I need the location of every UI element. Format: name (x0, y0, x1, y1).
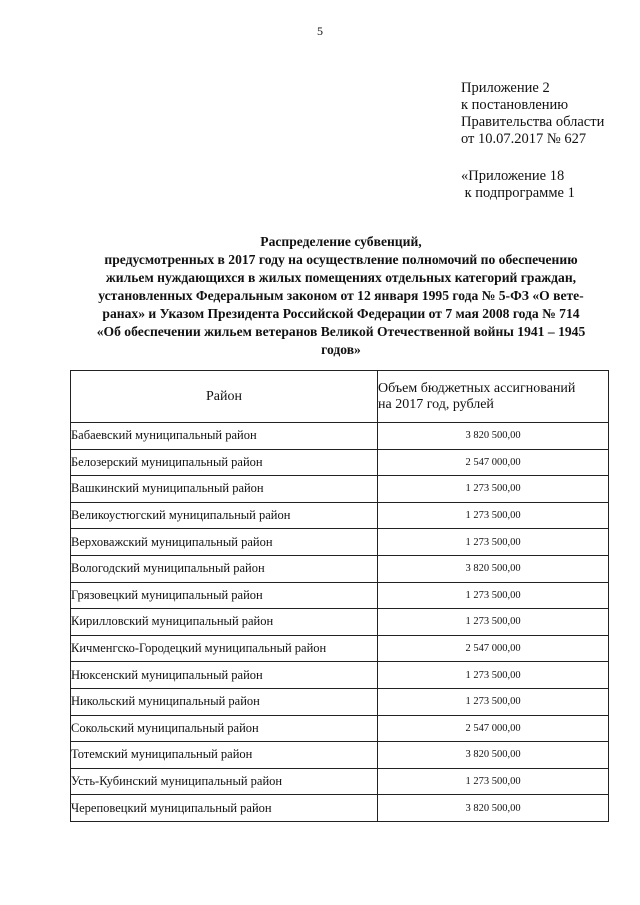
district-cell: Бабаевский муниципальный район (71, 423, 378, 450)
table-row (71, 795, 609, 822)
title-line-7: годов» (321, 342, 361, 357)
table-row (71, 476, 609, 503)
amount-cell: 3 820 500,00 (378, 555, 609, 582)
district-cell: Кирилловский муниципальный район (71, 609, 378, 636)
title-line-1: Распределение субвенций, (260, 234, 422, 249)
document-title (58, 233, 624, 359)
table-row (71, 529, 609, 556)
table-row (71, 715, 609, 742)
page-number: 5 (317, 24, 323, 38)
amount-cell: 3 820 500,00 (378, 742, 609, 769)
district-cell: Нюксенский муниципальный район (71, 662, 378, 689)
district-cell: Усть-Кубинский муниципальный район (71, 768, 378, 795)
table-row (71, 609, 609, 636)
district-cell: Вашкинский муниципальный район (71, 476, 378, 503)
district-cell: Никольский муниципальный район (71, 688, 378, 715)
table-row (71, 768, 609, 795)
title-line-2: предусмотренных в 2017 году на осуществление полномочий по обеспечению (104, 252, 578, 267)
attachment-sub-line-2: к подпрограмме 1 (461, 185, 575, 201)
district-cell: Череповецкий муниципальный район (71, 795, 378, 822)
amount-cell: 1 273 500,00 (378, 768, 609, 795)
district-cell: Сокольский муниципальный район (71, 715, 378, 742)
amount-cell: 2 547 000,00 (378, 449, 609, 476)
table-row (71, 502, 609, 529)
district-cell: Вологодский муниципальный район (71, 555, 378, 582)
amount-cell: 3 820 500,00 (378, 423, 609, 450)
district-cell: Кичменгско-Городецкий муниципальный район (71, 635, 378, 662)
district-cell: Тотемский муниципальный район (71, 742, 378, 769)
amount-cell: 2 547 000,00 (378, 715, 609, 742)
table-row (71, 555, 609, 582)
district-cell: Верховажский муниципальный район (71, 529, 378, 556)
amount-cell: 2 547 000,00 (378, 635, 609, 662)
header-district: Район (71, 371, 378, 423)
header-amount (378, 371, 609, 423)
table-row (71, 742, 609, 769)
amount-cell: 1 273 500,00 (378, 476, 609, 503)
table-row (71, 635, 609, 662)
title-line-6: «Об обеспечении жильем ветеранов Великой Отечественной войны 1941 – 1945 (96, 324, 586, 339)
attachment-block (461, 80, 604, 148)
header-amount-line-1: Объем бюджетных ассигнований (378, 380, 576, 396)
attachment-line-1: Приложение 2 (461, 80, 550, 96)
table-row (71, 582, 609, 609)
title-line-4: установленных Федеральным законом от 12 января 1995 года № 5-ФЗ «О вете- (98, 288, 584, 303)
attachment-line-3: Правительства области (461, 114, 605, 130)
attachment-sub-block (461, 168, 575, 202)
attachment-line-2: к постановлению (461, 97, 569, 113)
amount-cell: 1 273 500,00 (378, 688, 609, 715)
attachment-line-4: от 10.07.2017 № 627 (461, 131, 587, 147)
table-row (71, 662, 609, 689)
amount-cell: 3 820 500,00 (378, 795, 609, 822)
amount-cell: 1 273 500,00 (378, 609, 609, 636)
table-header-row (71, 371, 609, 423)
distribution-table (70, 370, 609, 822)
amount-cell: 1 273 500,00 (378, 529, 609, 556)
district-cell: Грязовецкий муниципальный район (71, 582, 378, 609)
district-cell: Белозерский муниципальный район (71, 449, 378, 476)
table-row (71, 449, 609, 476)
district-cell: Великоустюгский муниципальный район (71, 502, 378, 529)
amount-cell: 1 273 500,00 (378, 582, 609, 609)
amount-cell: 1 273 500,00 (378, 662, 609, 689)
table-row (71, 423, 609, 450)
header-amount-line-2: на 2017 год, рублей (378, 396, 494, 412)
attachment-sub-line-1: «Приложение 18 (461, 168, 565, 184)
amount-cell: 1 273 500,00 (378, 502, 609, 529)
title-line-5: ранах» и Указом Президента Российской Федерации от 7 мая 2008 года № 714 (102, 306, 580, 321)
title-line-3: жильем нуждающихся в жилых помещениях отдельных категорий граждан, (105, 270, 577, 285)
table-row (71, 688, 609, 715)
